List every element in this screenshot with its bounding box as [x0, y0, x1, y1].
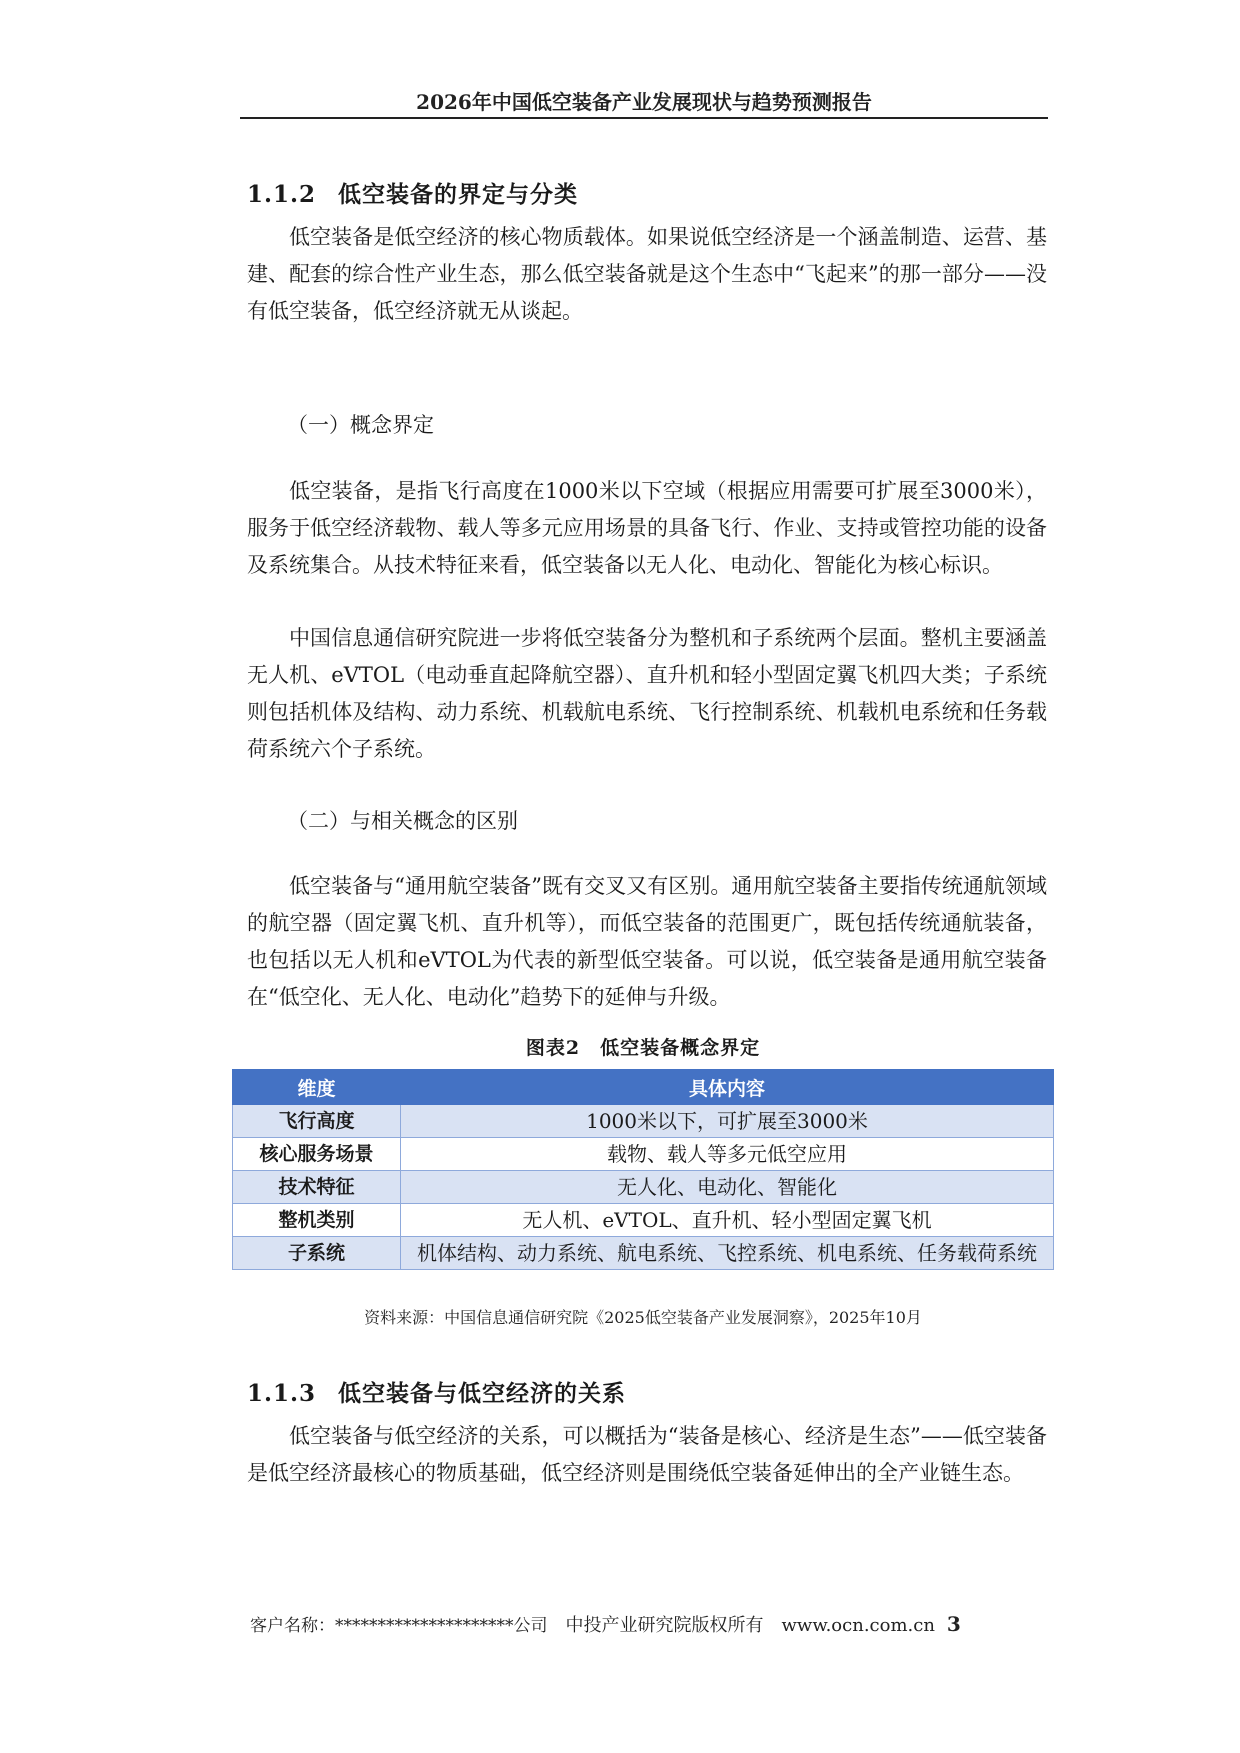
row-dimension: 子系统 [233, 1237, 401, 1270]
section-number: 1.1.2 [247, 181, 317, 208]
row-content: 无人机、eVTOL、直升机、轻小型固定翼飞机 [401, 1204, 1054, 1237]
section-title: 低空装备与低空经济的关系 [338, 1380, 627, 1407]
column-header-content: 具体内容 [401, 1070, 1054, 1105]
section-heading-1-1-2 [247, 176, 578, 209]
page-number: 3 [946, 1612, 961, 1636]
row-content: 机体结构、动力系统、航电系统、飞控系统、机电系统、任务载荷系统 [401, 1237, 1054, 1270]
footer-website-link[interactable]: www.ocn.com.cn [781, 1615, 935, 1636]
classification-paragraph: 中国信息通信研究院进一步将低空装备分为整机和子系统两个层面。整机主要涵盖无人机、eVTOL（电动垂直起降航空器）、直升机和轻小型固定翼飞机四大类；子系统则包括机体及结构、动力系统、机载航电系统、飞行控制系统、机载机电系统和任务载荷系统六个子系统。 [247, 626, 1047, 761]
row-dimension: 飞行高度 [233, 1105, 401, 1138]
row-dimension: 技术特征 [233, 1171, 401, 1204]
column-header-dimension: 维度 [233, 1070, 401, 1105]
page-footer [250, 1611, 1050, 1637]
footer-copyright: 中投产业研究院版权所有 [565, 1615, 764, 1636]
table-header-row [233, 1070, 1054, 1105]
subheading-related-concepts: （二）与相关概念的区别 [287, 809, 518, 833]
row-content: 载物、载人等多元低空应用 [401, 1138, 1054, 1171]
table-row [233, 1204, 1054, 1237]
row-content: 1000米以下，可扩展至3000米 [401, 1105, 1054, 1138]
definition-paragraph: 低空装备，是指飞行高度在1000米以下空域（根据应用需要可扩展至3000米），服务于低空经济载物、载人等多元应用场景的具备飞行、作业、支持或管控功能的设备及系统集合。从技术特征来看，低空装备以无人化、电动化、智能化为核心标识。 [247, 479, 1047, 577]
intro-paragraph: 低空装备是低空经济的核心物质载体。如果说低空经济是一个涵盖制造、运营、基建、配套的综合性产业生态，那么低空装备就是这个生态中“飞起来”的那一部分——没有低空装备，低空经济就无从谈起。 [247, 225, 1047, 323]
table-row [233, 1237, 1054, 1270]
table-source-note: 资料来源：中国信息通信研究院《2025低空装备产业发展洞察》，2025年10月 [364, 1308, 922, 1327]
table-caption: 图表2 低空装备概念界定 [525, 1037, 761, 1059]
footer-client-name: 客户名称：*********************公司 [250, 1616, 548, 1636]
section-title: 低空装备的界定与分类 [338, 181, 579, 208]
page-header-title: 2026年中国低空装备产业发展现状与趋势预测报告 [416, 90, 872, 114]
table-row [233, 1171, 1054, 1204]
section-heading-1-1-3 [247, 1375, 626, 1408]
difference-paragraph: 低空装备与“通用航空装备”既有交叉又有区别。通用航空装备主要指传统通航领域的航空器（固定翼飞机、直升机等），而低空装备的范围更广，既包括传统通航装备，也包括以无人机和eVTOL为代表的新型低空装备。可以说，低空装备是通用航空装备在“低空化、无人化、电动化”趋势下的延伸与升级。 [247, 874, 1047, 1009]
row-content: 无人化、电动化、智能化 [401, 1171, 1054, 1204]
table-row [233, 1105, 1054, 1138]
section-number: 1.1.3 [247, 1380, 317, 1407]
concept-definition-table [232, 1069, 1054, 1270]
relation-paragraph: 低空装备与低空经济的关系，可以概括为“装备是核心、经济是生态”——低空装备是低空经济最核心的物质基础，低空经济则是围绕低空装备延伸出的全产业链生态。 [247, 1424, 1047, 1485]
row-dimension: 核心服务场景 [233, 1138, 401, 1171]
row-dimension: 整机类别 [233, 1204, 401, 1237]
header-divider [240, 117, 1048, 119]
subheading-concept-definition: （一）概念界定 [287, 413, 434, 437]
table-row [233, 1138, 1054, 1171]
